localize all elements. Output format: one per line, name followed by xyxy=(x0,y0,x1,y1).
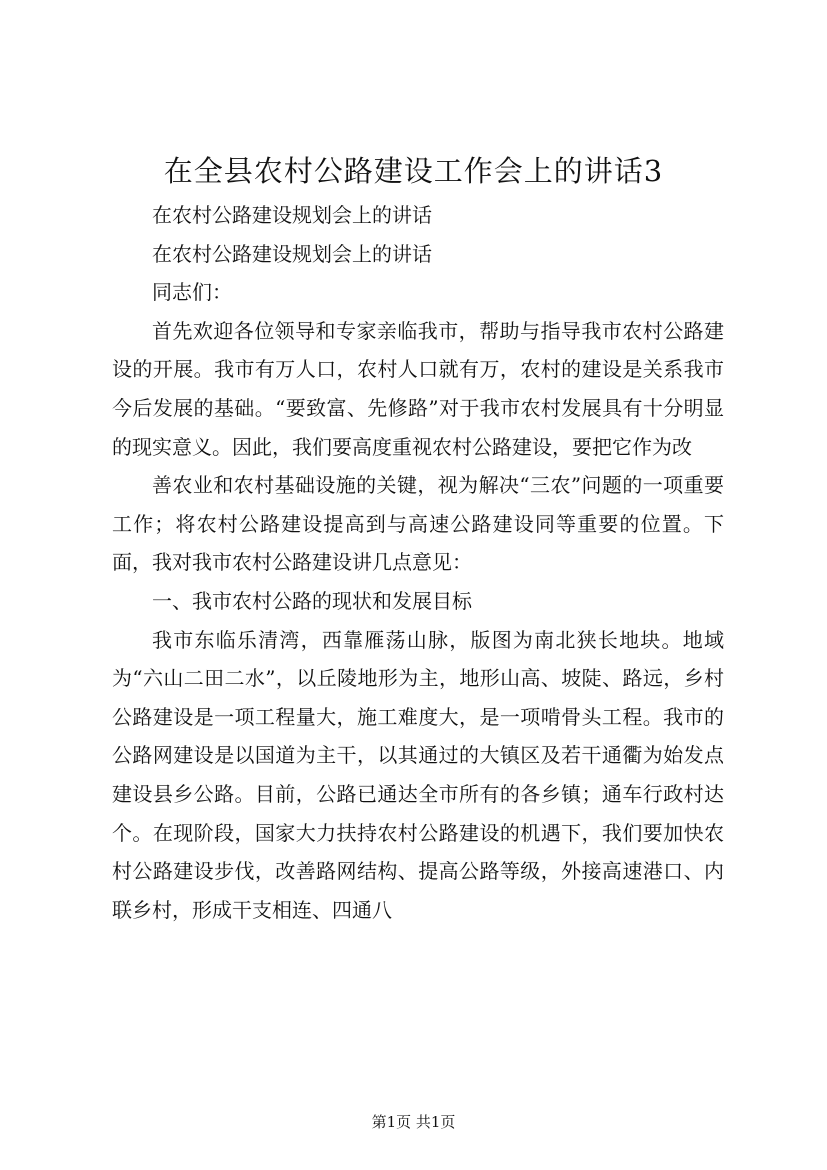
page-footer: 第1页 共1页 xyxy=(371,1113,456,1131)
subtitle-line: 在农村公路建设规划会上的讲话 xyxy=(152,203,432,227)
document-body xyxy=(112,196,724,929)
body-paragraph: 我市东临乐清湾，西靠雁荡山脉，版图为南北狭长地块。地域为“六山二田二水”，以丘陵地形为主，地形山高、坡陡、路远，乡村公路建设是一项工程量大，施工难度大，是一项啃骨头工程。我市的公路网建设是以国道为主干，以其通过的大镇区及若干通衢为始发点建设县乡公路。目前，公路已通达全市所有的各乡镇；通车行政村达个。在现阶段，国家大力扶持农村公路建设的机遇下，我们要加快农村公路建设步伐，改善路网结构、提高公路等级，外接高速港口、内联乡村，形成干支相连、四通八 xyxy=(112,627,724,922)
document-title: 在全县农村公路建设工作会上的讲话3 xyxy=(163,154,664,188)
body-paragraph: 首先欢迎各位领导和专家亲临我市，帮助与指导我市农村公路建设的开展。我市有万人口，农村人口就有万，农村的建设是关系我市今后发展的基础。“要致富、先修路”对于我市农村发展具有十分明显的现实意义。因此，我们要高度重视农村公路建设，要把它作为改 xyxy=(112,318,724,459)
salutation: 同志们： xyxy=(152,280,232,305)
section-heading: 一、我市农村公路的现状和发展目标 xyxy=(152,588,472,613)
subtitle-line: 在农村公路建设规划会上的讲话 xyxy=(152,241,432,266)
body-paragraph: 善农业和农村基础设施的关键，视为解决“三农”问题的一项重要工作；将农村公路建设提高到与高速公路建设同等重要的位置。下面，我对我市农村公路建设讲几点意见： xyxy=(112,473,724,575)
